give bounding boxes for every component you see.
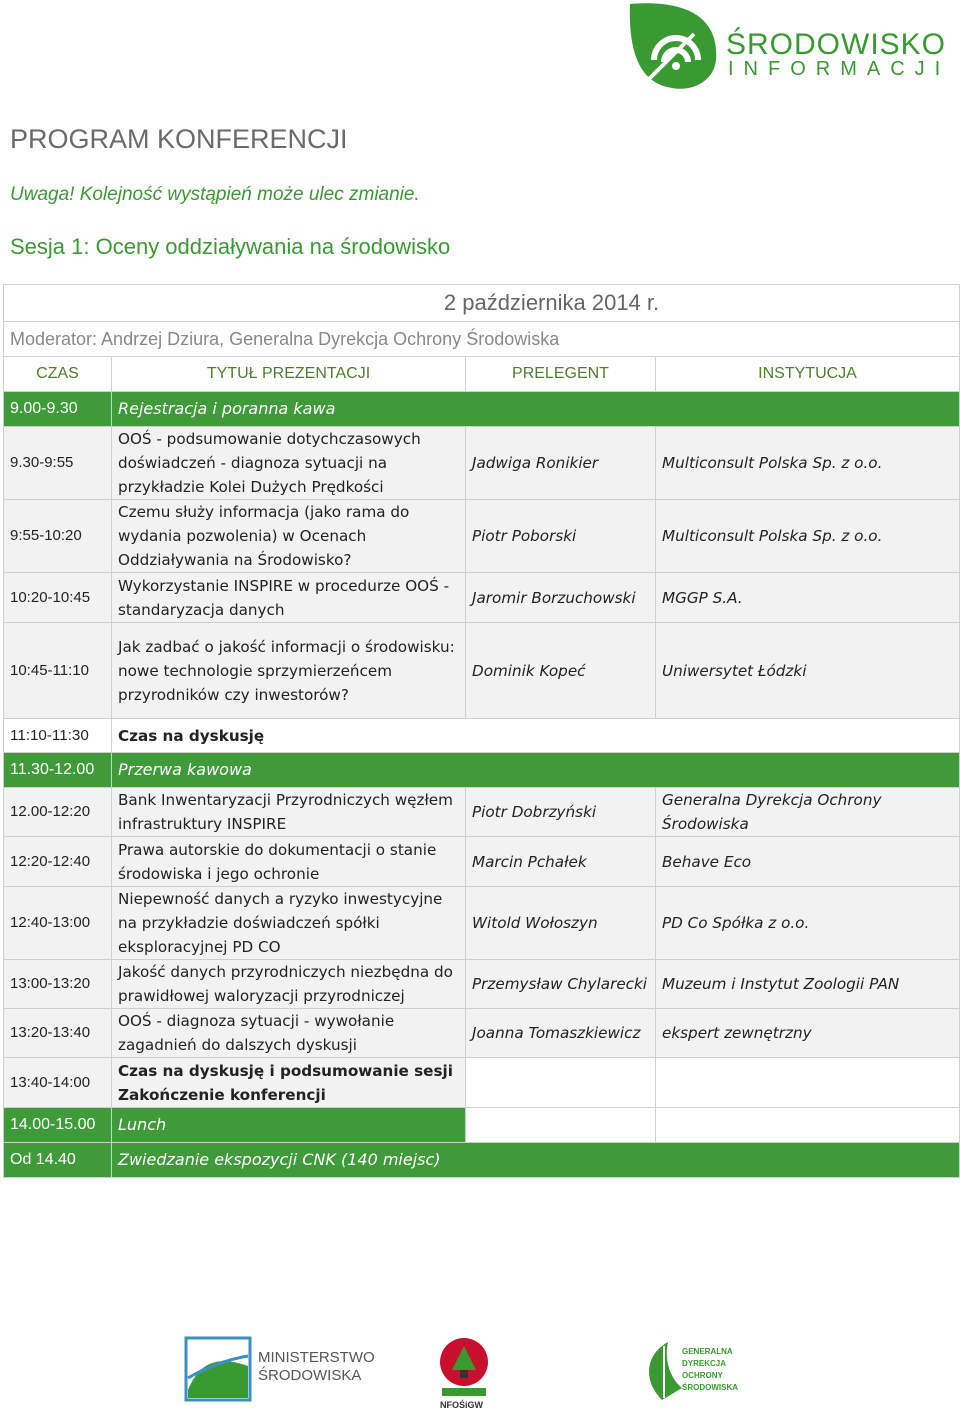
time-cell: Od 14.40 <box>4 1143 112 1178</box>
speaker-cell: Dominik Kopeć <box>466 623 656 719</box>
table-row <box>4 1108 960 1143</box>
gdos-line1: GENERALNA <box>682 1347 733 1356</box>
empty-cell <box>656 1108 960 1143</box>
table-row <box>4 1058 960 1108</box>
institution-cell: PD Co Spółka z o.o. <box>656 887 960 960</box>
logo-srodowisko-informacji <box>624 0 951 92</box>
time-cell: 11:10-11:30 <box>4 719 112 753</box>
break-title <box>112 1143 960 1178</box>
institution-cell: Muzeum i Instytut Zoologii PAN <box>656 960 960 1009</box>
gdos-line3: OCHRONY <box>682 1371 723 1380</box>
footer-logos <box>0 1330 960 1412</box>
time-cell: 12:20-12:40 <box>4 837 112 887</box>
header-title: TYTUŁ PREZENTACJI <box>112 357 466 392</box>
table-row <box>4 392 960 427</box>
table-row <box>4 1009 960 1058</box>
gdos-line4: ŚRODOWISKA <box>682 1383 738 1392</box>
time-cell: 11.30-12.00 <box>4 753 112 788</box>
logo-word-informacji: INFORMACJI <box>728 58 951 80</box>
session-title: Sesja 1: Oceny oddziaływania na środowisko <box>10 234 451 259</box>
speaker-cell: Przemysław Chylarecki <box>466 960 656 1009</box>
time-cell: 10:45-11:10 <box>4 623 112 719</box>
time-cell: 14.00-15.00 <box>4 1108 112 1143</box>
speaker-cell: Piotr Dobrzyński <box>466 788 656 837</box>
time-cell: 13:00-13:20 <box>4 960 112 1009</box>
talk-title: Niepewność danych a ryzyko inwestycyjne na przykładzie doświadczeń spółki eksploracyjnej PD CO <box>112 887 466 960</box>
logo-word-srodowisko: ŚRODOWISKO <box>726 28 947 61</box>
time-cell: 12.00-12:20 <box>4 788 112 837</box>
talk-title: Prawa autorskie do dokumentacji o stanie środowiska i jego ochronie <box>112 837 466 887</box>
break-title-main: Zwiedzanie ekspozycji CNK <box>118 1150 336 1169</box>
time-cell: 12:40-13:00 <box>4 887 112 960</box>
table-row <box>4 887 960 960</box>
time-cell: 13:20-13:40 <box>4 1009 112 1058</box>
institution-cell: Generalna Dyrekcja Ochrony Środowiska <box>656 788 960 837</box>
empty-cell <box>656 1058 960 1108</box>
break-title: Rejestracja i poranna kawa <box>112 392 960 427</box>
institution-cell: Behave Eco <box>656 837 960 887</box>
table-row <box>4 427 960 500</box>
talk-title: OOŚ - podsumowanie dotychczasowych doświadczeń - diagnoza sytuacji na przykładzie Kolei Dużych Prędkości <box>112 427 466 500</box>
ministry-logo-line2: ŚRODOWISKA <box>258 1367 362 1384</box>
speaker-cell: Witold Wołoszyn <box>466 887 656 960</box>
speaker-cell: Marcin Pchałek <box>466 837 656 887</box>
institution-cell: Uniwersytet Łódzki <box>656 623 960 719</box>
moderator-text: Moderator: Andrzej Dziura, Generalna Dyrekcja Ochrony Środowiska <box>4 322 960 357</box>
discussion-title: Czas na dyskusję i podsumowanie sesji Zakończenie konferencji <box>112 1058 466 1108</box>
header-time: CZAS <box>4 357 112 392</box>
empty-cell <box>466 1108 656 1143</box>
institution-cell: ekspert zewnętrzny <box>656 1009 960 1058</box>
date-row <box>4 285 960 322</box>
gdos-line2: DYREKCJA <box>682 1359 727 1368</box>
talk-title: Jakość danych przyrodniczych niezbędna do prawidłowej waloryzacji przyrodniczej <box>112 960 466 1009</box>
institution-cell: Multiconsult Polska Sp. z o.o. <box>656 427 960 500</box>
institution-cell: Multiconsult Polska Sp. z o.o. <box>656 500 960 573</box>
speaker-cell: Jaromir Borzuchowski <box>466 573 656 623</box>
page-title: PROGRAM KONFERENCJI <box>10 124 348 154</box>
break-title: Przerwa kawowa <box>112 753 960 788</box>
table-row <box>4 1143 960 1178</box>
discussion-title: Czas na dyskusję <box>112 719 960 753</box>
gdos-logo-icon <box>649 1342 738 1400</box>
notice-text: Uwaga! Kolejność wystąpień może ulec zmianie. <box>10 184 420 205</box>
footer-logos-graphic <box>0 1330 960 1412</box>
moderator-row <box>4 322 960 357</box>
talk-title: Czemu służy informacja (jako rama do wydania pozwolenia) w Ocenach Oddziaływania na Środowisko? <box>112 500 466 573</box>
speaker-cell: Joanna Tomaszkiewicz <box>466 1009 656 1058</box>
table-row <box>4 960 960 1009</box>
nfosigw-label: NFOŚiGW <box>440 1400 483 1410</box>
break-title-extra: (140 miejsc) <box>340 1150 441 1169</box>
talk-title: OOŚ - diagnoza sytuacji - wywołanie zagadnień do dalszych dyskusji <box>112 1009 466 1058</box>
break-title: Lunch <box>112 1108 466 1143</box>
program-table <box>3 284 960 1178</box>
time-cell: 13:40-14:00 <box>4 1058 112 1108</box>
empty-cell <box>466 1058 656 1108</box>
talk-title: Bank Inwentaryzacji Przyrodniczych węzłem infrastruktury INSPIRE <box>112 788 466 837</box>
time-cell: 9.00-9.30 <box>4 392 112 427</box>
header-row <box>4 357 960 392</box>
table-row <box>4 500 960 573</box>
ministry-logo-icon <box>186 1338 375 1400</box>
table-row <box>4 753 960 788</box>
institution-cell: MGGP S.A. <box>656 573 960 623</box>
header-speaker: PRELEGENT <box>466 357 656 392</box>
header-institution: INSTYTUCJA <box>656 357 960 392</box>
table-row <box>4 623 960 719</box>
speaker-cell: Piotr Poborski <box>466 500 656 573</box>
time-cell: 9:55-10:20 <box>4 500 112 573</box>
time-cell: 9.30-9:55 <box>4 427 112 500</box>
talk-title: Wykorzystanie INSPIRE w procedurze OOŚ - standaryzacja danych <box>112 573 466 623</box>
table-row <box>4 573 960 623</box>
ministry-logo-line1: MINISTERSTWO <box>258 1349 375 1366</box>
table-row <box>4 788 960 837</box>
table-row <box>4 837 960 887</box>
table-row <box>4 719 960 753</box>
leaf-logo-icon <box>624 0 724 92</box>
talk-title: Jak zadbać o jakość informacji o środowisku: nowe technologie sprzymierzeńcem przyrodników czy inwestorów? <box>112 623 466 719</box>
time-cell: 10:20-10:45 <box>4 573 112 623</box>
speaker-cell: Jadwiga Ronikier <box>466 427 656 500</box>
nfosigw-logo-icon <box>440 1338 488 1410</box>
conference-date: 2 października 2014 r. <box>4 285 960 322</box>
